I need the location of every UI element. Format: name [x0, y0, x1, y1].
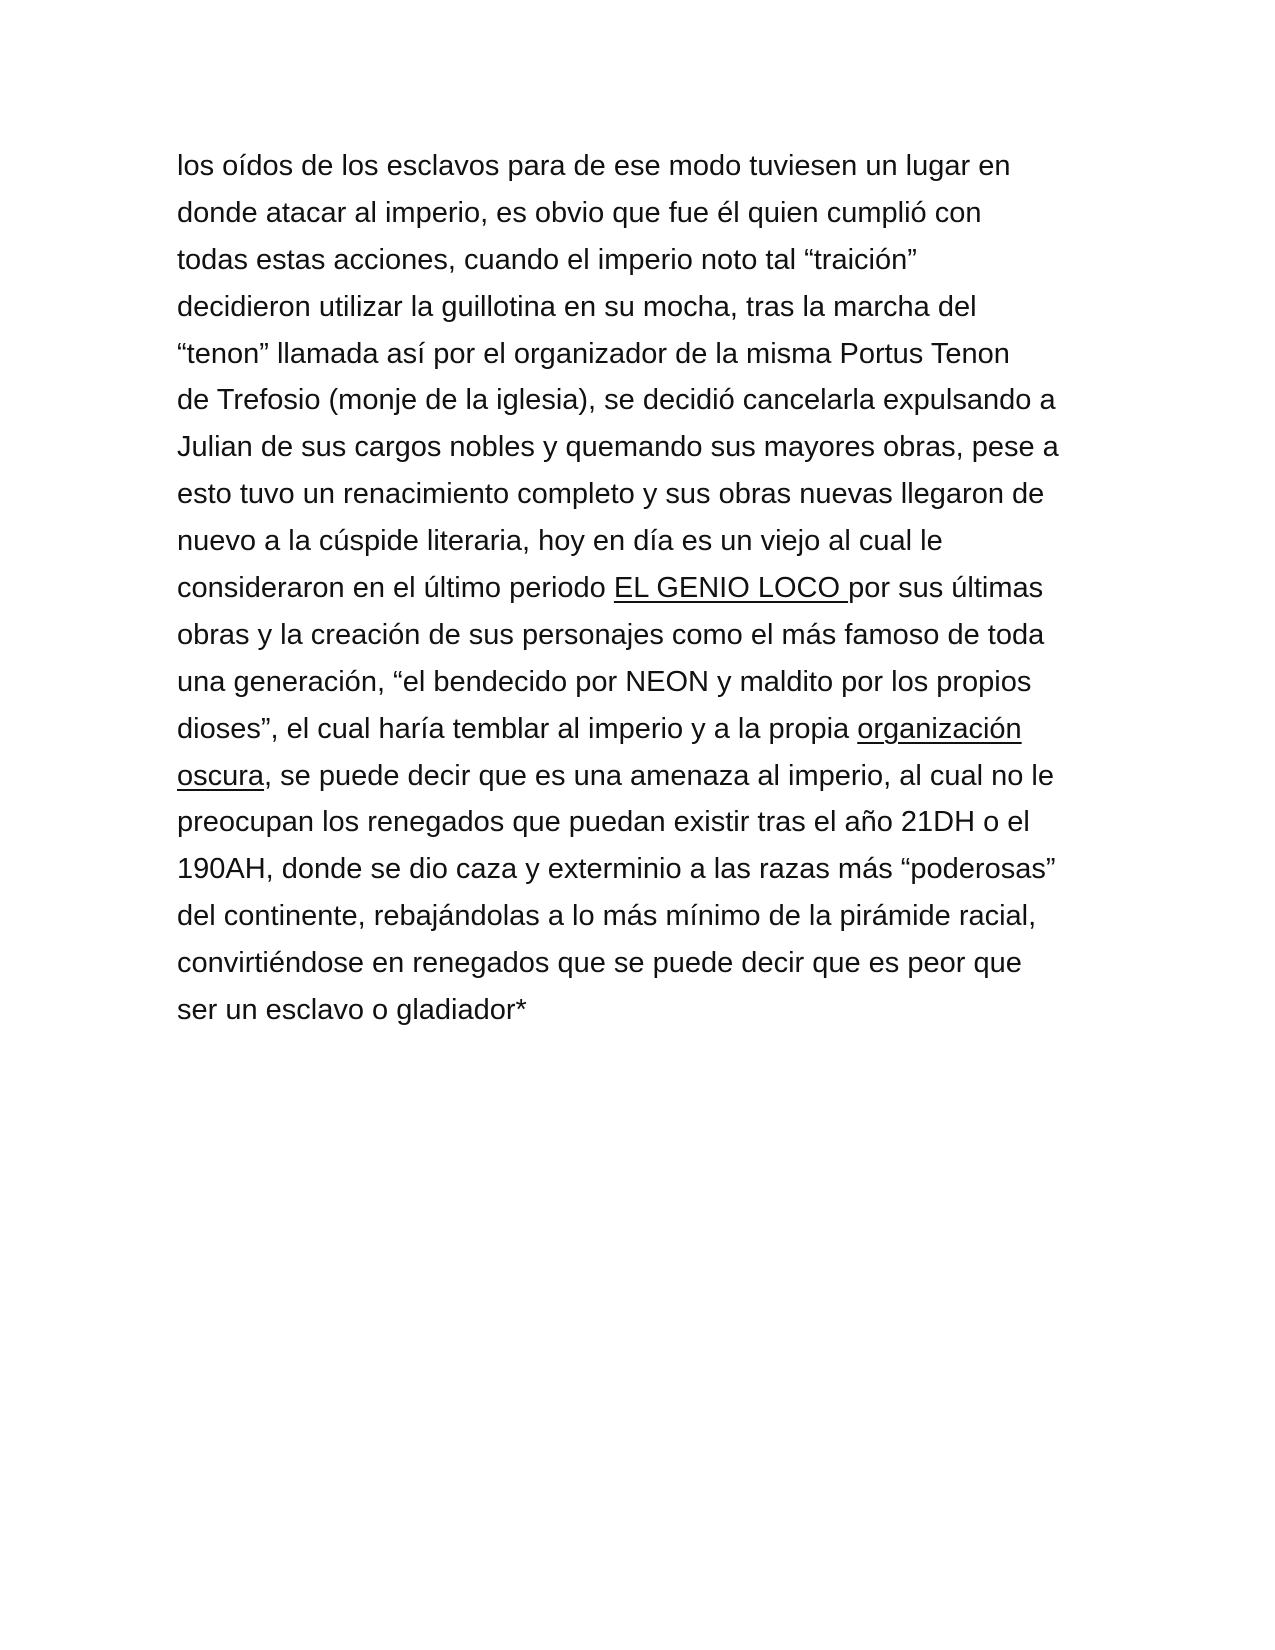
line-text: nuevo a la cúspide literaria, hoy en día es un viejo al cual le [177, 525, 943, 558]
line-text: ser un esclavo o gladiador* [177, 994, 527, 1027]
text-line [177, 331, 1107, 378]
text-line [177, 518, 1107, 565]
line-text: donde atacar al imperio, es obvio que fue él quien cumplió con [177, 196, 982, 229]
underlined-term-organizacion: organización [857, 712, 1022, 745]
line-text: consideraron en el último periodo [177, 572, 614, 605]
line-text: obras y la creación de sus personajes como el más famoso de toda [177, 618, 1045, 651]
text-line [177, 237, 1107, 284]
text-line [177, 846, 1107, 893]
text-line [177, 424, 1107, 471]
text-line [177, 284, 1107, 331]
text-line [177, 377, 1107, 424]
line-text: preocupan los renegados que puedan existir tras el año 21DH o el [177, 806, 1030, 839]
line-text: una generación, “el bendecido por NEON y maldito por los propios [177, 665, 1032, 698]
underlined-term-genio-loco: EL GENIO LOCO [613, 572, 849, 605]
line-text: esto tuvo un renacimiento completo y sus obras nuevas llegaron de [177, 478, 1045, 511]
line-text: por sus últimas [848, 572, 1044, 605]
text-line [177, 190, 1107, 237]
text-line [177, 659, 1107, 706]
text-line [177, 940, 1107, 987]
line-text: , se puede decir que es una amenaza al imperio, al cual no le [264, 759, 1054, 792]
text-line [177, 143, 1107, 190]
text-line [177, 471, 1107, 518]
text-line [177, 753, 1107, 800]
text-line [177, 612, 1107, 659]
line-text: Julian de sus cargos nobles y quemando sus mayores obras, pese a [177, 431, 1059, 464]
text-line [177, 893, 1107, 940]
line-text: todas estas acciones, cuando el imperio noto tal “traición” [177, 243, 917, 276]
line-text: 190AH, donde se dio caza y exterminio a las razas más “poderosas” [177, 853, 1056, 886]
line-text: los oídos de los esclavos para de ese modo tuviesen un lugar en [177, 150, 1011, 182]
text-line [177, 706, 1107, 753]
line-text: del continente, rebajándolas a lo más mínimo de la pirámide racial, [177, 900, 1037, 933]
body-paragraph [177, 143, 1107, 1034]
line-text: decidieron utilizar la guillotina en su mocha, tras la marcha del [177, 290, 977, 323]
line-text: “tenon” llamada así por el organizador de la misma Portus Tenon [177, 337, 1010, 370]
underlined-term-oscura: oscura [177, 759, 265, 792]
text-line [177, 799, 1107, 846]
text-line [177, 565, 1107, 612]
text-line [177, 987, 1107, 1034]
line-text: de Trefosio (monje de la iglesia), se decidió cancelarla expulsando a [177, 384, 1056, 417]
line-text: dioses”, el cual haría temblar al imperio y a la propia [177, 712, 858, 745]
line-text: convirtiéndose en renegados que se puede decir que es peor que [177, 947, 1022, 980]
